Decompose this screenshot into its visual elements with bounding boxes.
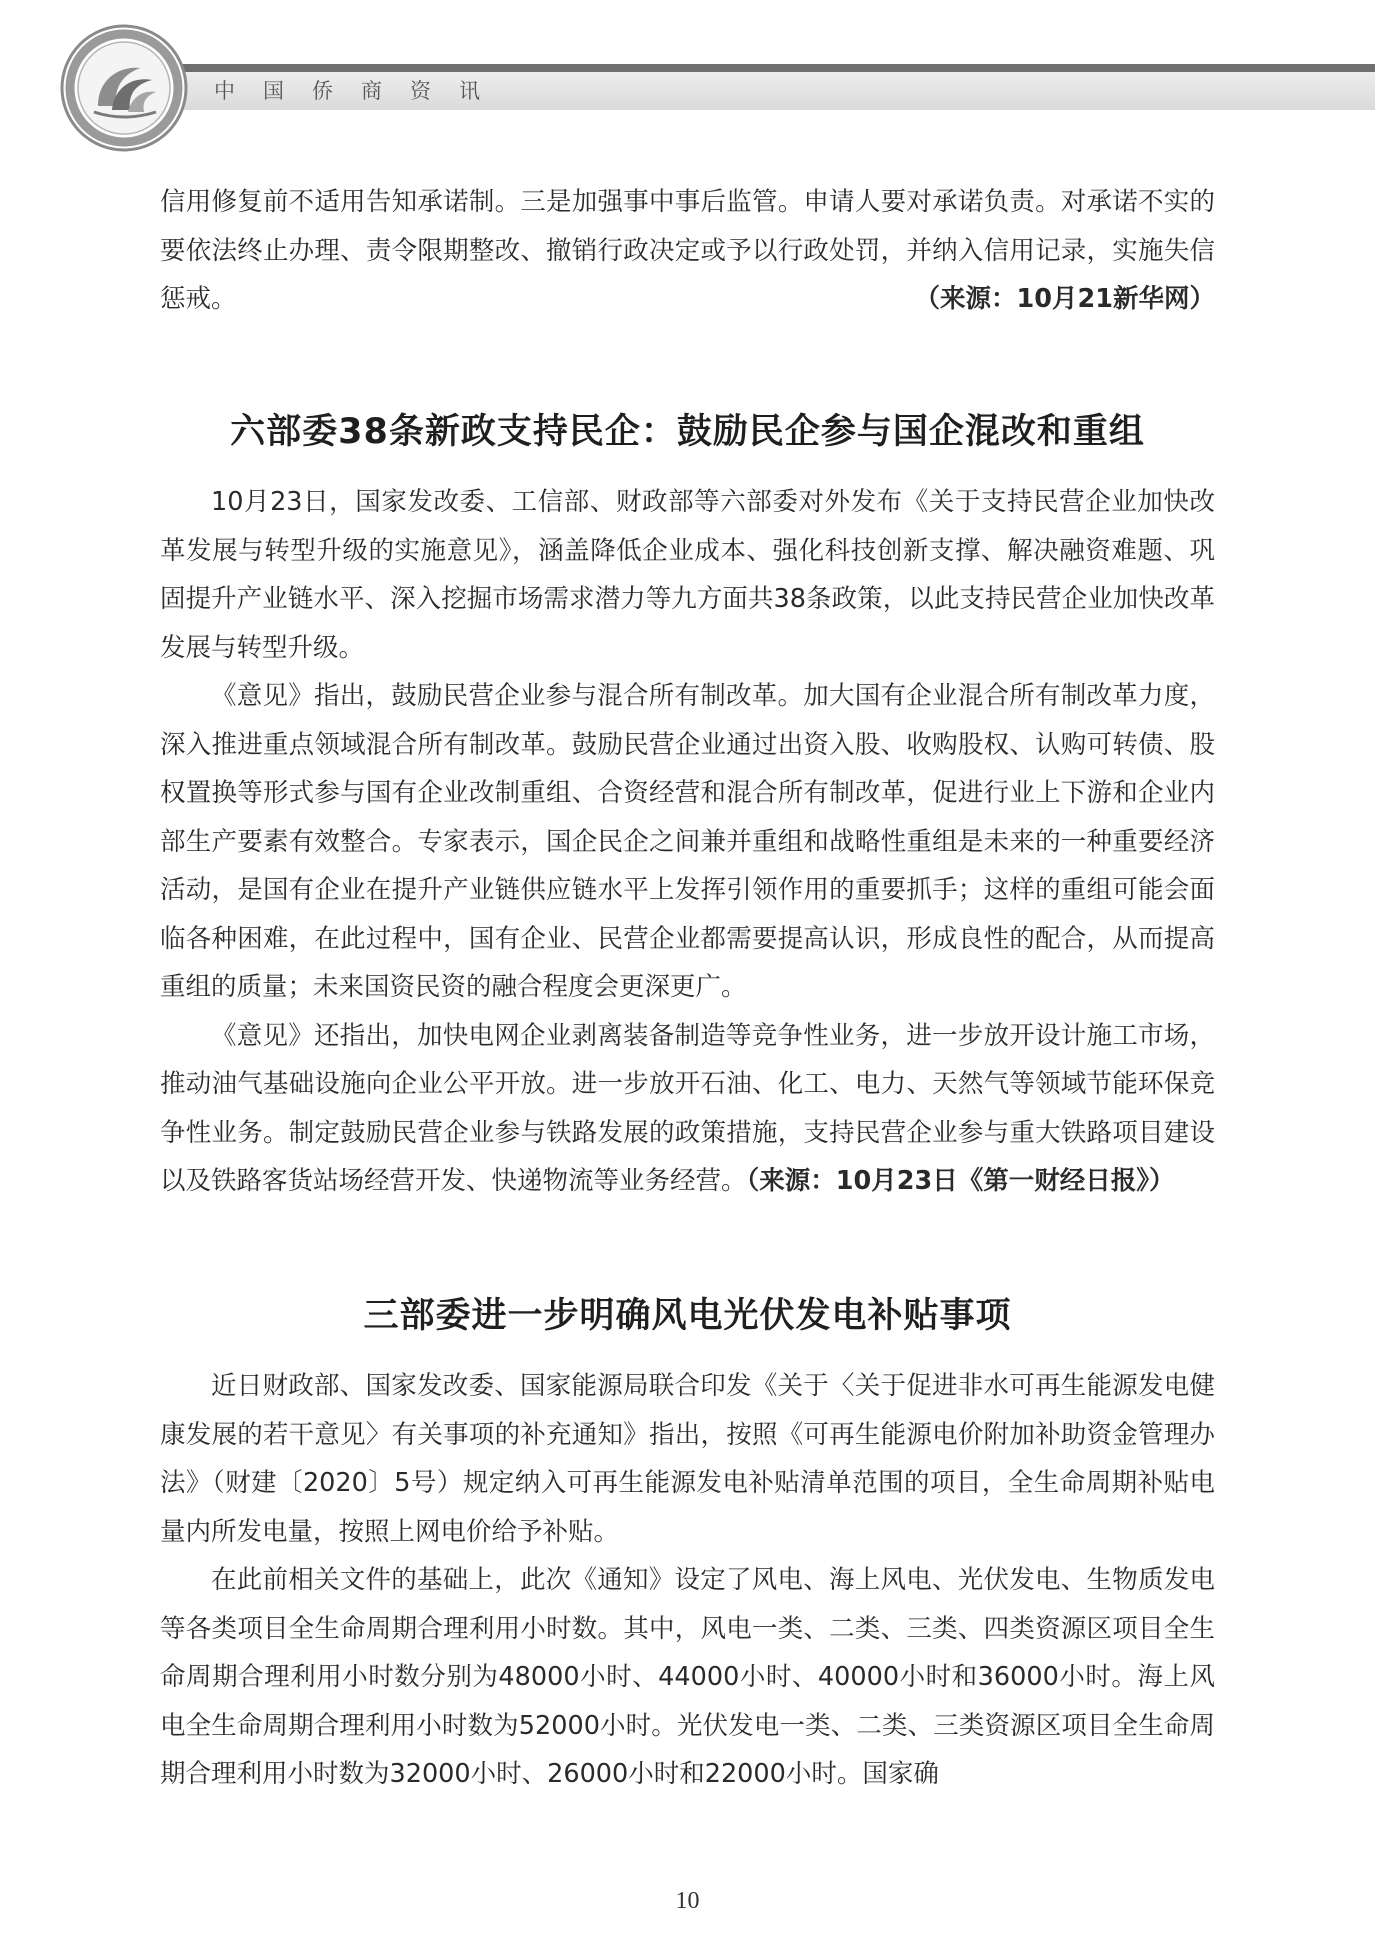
article-paragraph: 10月23日，国家发改委、工信部、财政部等六部委对外发布《关于支持民营企业加快改革发展与转型升级的实施意见》，涵盖降低企业成本、强化科技创新支撑、解决融资难题、巩固提升产业链水平、深入挖掘市场需求潜力等九方面共38条政策，以此支持民营企业加快改革发展与转型升级。: [160, 487, 1215, 663]
article-source: （来源：10月23日《第一财经日报》）: [746, 1166, 1175, 1196]
article-title: 三部委进一步明确风电光伏发电补贴事项: [363, 1296, 1012, 1336]
paragraph-text: 《意见》还指出，加快电网企业剥离装备制造等竞争性业务，进一步放开设计施工市场，推动油气基础设施向企业公平开放。进一步放开石油、化工、电力、天然气等领域节能环保竞争性业务。制定鼓励民营企业参与铁路发展的政策措施，支持民营企业参与重大铁路项目建设以及铁路客货站场经营开发、快递物流等业务经营。: [160, 1020, 1215, 1196]
intro-paragraph: 信用修复前不适用告知承诺制。三是加强事中事后监管。申请人要对承诺负责。对承诺不实的要依法终止办理、责令限期整改、撤销行政决定或予以行政处罚，并纳入信用记录，实施失信惩戒。: [160, 187, 1215, 314]
intro-source: （来源：10月21新华网）: [914, 284, 1215, 314]
header-title: 中国侨商资讯: [214, 79, 508, 103]
article-paragraph: [160, 1012, 1215, 1206]
article-paragraph: 近日财政部、国家发改委、国家能源局联合印发《关于〈关于促进非水可再生能源发电健康发展的若干意见〉有关事项的补充通知》指出，按照《可再生能源电价附加补助资金管理办法》（财建〔2020〕5号）规定纳入可再生能源发电补贴清单范围的项目，全生命周期补贴电量内所发电量，按照上网电价给予补贴。: [160, 1371, 1215, 1547]
intro-section: [160, 178, 1215, 324]
page-number: 10: [675, 1888, 700, 1914]
article-body: [160, 1362, 1215, 1799]
article-body: [160, 478, 1215, 1206]
article-section: [160, 404, 1215, 454]
article-paragraph: 《意见》指出，鼓励民营企业参与混合所有制改革。加大国有企业混合所有制改革力度，深入推进重点领域混合所有制改革。鼓励民营企业通过出资入股、收购股权、认购可转债、股权置换等形式参与国有企业改制重组、合资经营和混合所有制改革，促进行业上下游和企业内部生产要素有效整合。专家表示，国企民企之间兼并重组和战略性重组是未来的一种重要经济活动，是国有企业在提升产业链供应链水平上发挥引领作用的重要抓手；这样的重组可能会面临各种困难，在此过程中，国有企业、民营企业都需要提高认识，形成良性的配合，从而提高重组的质量；未来国资民资的融合程度会更深更广。: [160, 681, 1215, 1002]
federation-logo-icon: [58, 22, 190, 154]
article-paragraph: 在此前相关文件的基础上，此次《通知》设定了风电、海上风电、光伏发电、生物质发电等各类项目全生命周期合理利用小时数。其中，风电一类、二类、三类、四类资源区项目全生命周期合理利用小时数分别为48000小时、44000小时、40000小时和36000小时。海上风电全生命周期合理利用小时数为52000小时。光伏发电一类、二类、三类资源区项目全生命周期合理利用小时数为32000小时、26000小时和22000小时。国家确: [160, 1565, 1215, 1789]
article-section: [160, 1288, 1215, 1338]
article-title: 六部委38条新政支持民企：鼓励民企参与国企混改和重组: [230, 412, 1145, 452]
header-rule: [120, 64, 1375, 72]
